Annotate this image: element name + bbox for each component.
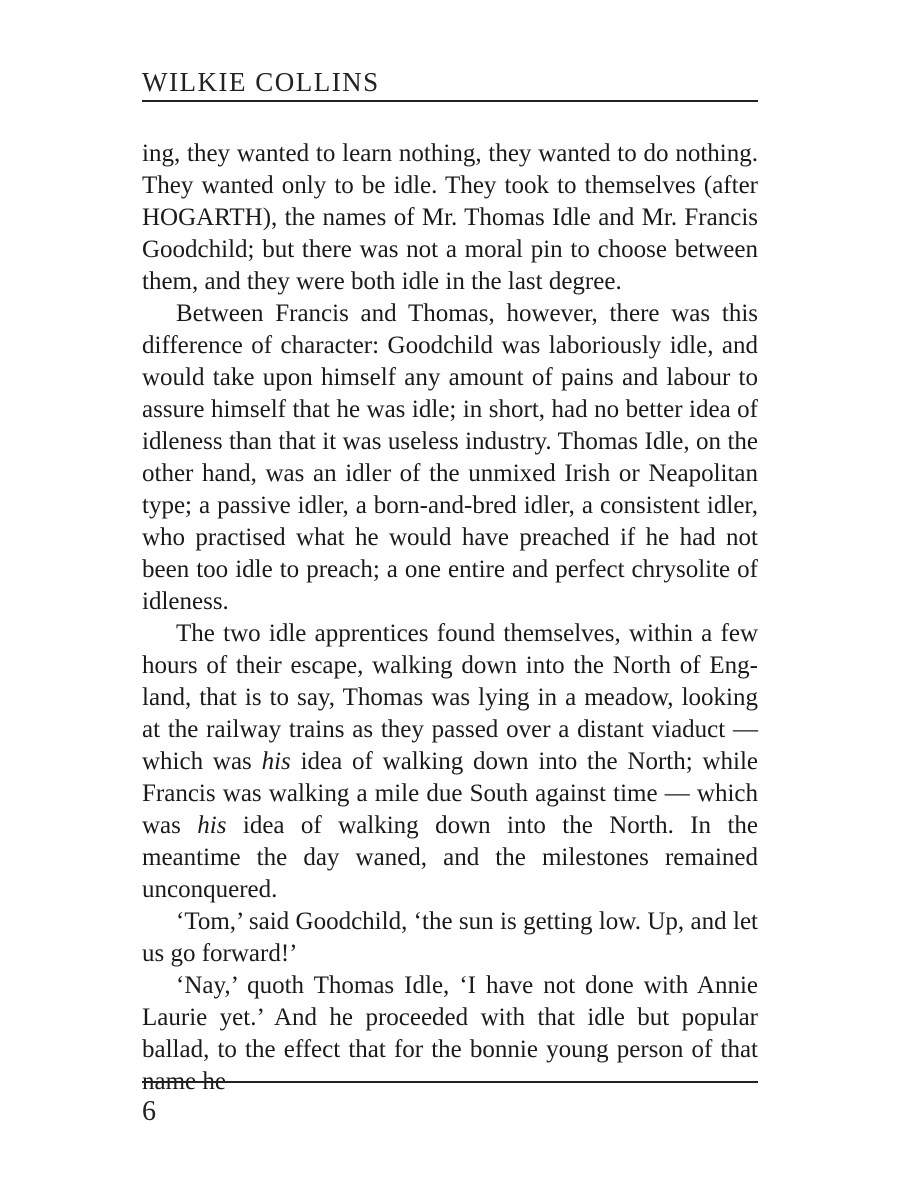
- text-run: Between Francis and Thomas, however, there was this difference of character: Goodchild was laboriously idle, and would take upon himself any amount of pains and labour to assure himself that he was idle; in short, had no better idea of idleness than that it was useless industry. Thomas Idle, on the other hand, was an idler of the unmixed Irish or Neapolitan type; a passive idler, a born-and-bred idler, a consistent idler, who practised what he would have preached if he had not been too idle to preach; a one entire and perfect chrysolite of idleness.: [142, 300, 758, 615]
- text-run: The two idle apprentices found themselves, within a few hours of their escape, walking down into the North of England, that is to say, Thomas was lying in a meadow, looking at the railway trains as they passed over a distant viaduct — which was: [142, 620, 758, 775]
- paragraph: [142, 618, 758, 906]
- body-text: [142, 138, 758, 1098]
- text-run: idea of walking down into the North; while Francis was walking a mile due South against time — which was: [142, 748, 758, 839]
- footer-rule: [142, 1081, 758, 1083]
- paragraph: [142, 906, 758, 970]
- text-run: ing, they wanted to learn nothing, they wanted to do nothing. They wanted only to be idle. They took to themselves (after HOGARTH), the names of Mr. Thomas Idle and Mr. Francis Goodchild; but there was not a moral pin to choose between them, and they were both idle in the last degree.: [142, 140, 758, 295]
- italic-text: his: [197, 812, 227, 839]
- page-number: 6: [142, 1096, 156, 1127]
- paragraph: [142, 298, 758, 618]
- paragraph: [142, 138, 758, 298]
- text-run: ‘Tom,’ said Goodchild, ‘the sun is getting low. Up, and let us go forward!’: [142, 908, 758, 967]
- running-head: WILKIE COLLINS: [142, 67, 380, 97]
- text-run: idea of walking down into the North. In the meantime the day waned, and the milestones remained unconquered.: [142, 812, 758, 903]
- paragraph: [142, 970, 758, 1098]
- header-rule: [142, 100, 758, 102]
- text-run: ‘Nay,’ quoth Thomas Idle, ‘I have not done with Annie Laurie yet.’ And he proceeded with that idle but popular ballad, to the effect that for the bonnie young person of that name he: [142, 972, 758, 1095]
- italic-text: his: [261, 748, 291, 775]
